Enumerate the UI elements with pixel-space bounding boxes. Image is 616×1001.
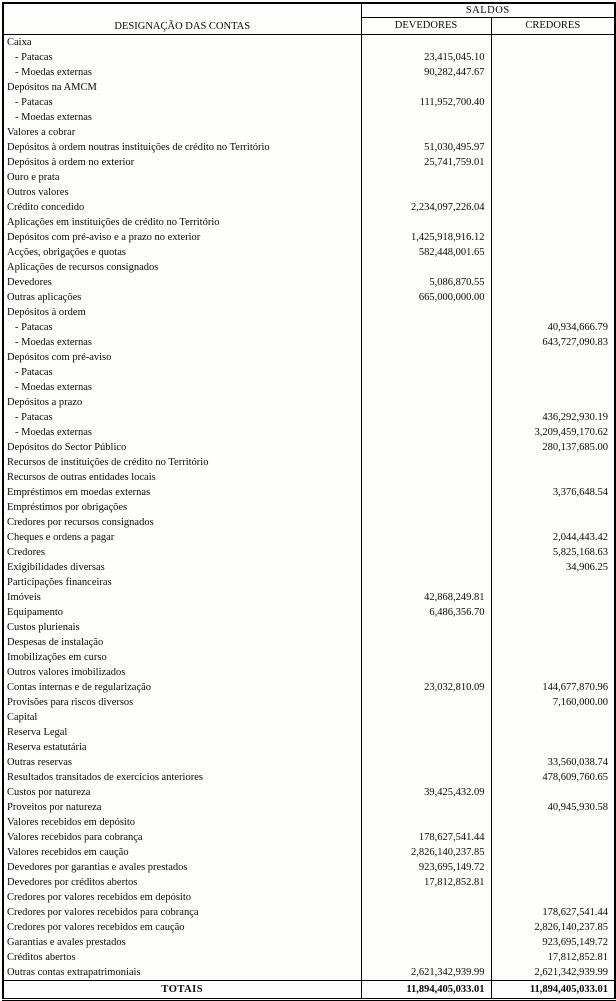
devedores-value-cell: 2,234,097,226.04 [361,200,491,215]
table-row [3,590,615,605]
account-name-cell: Empréstimos por obrigações [7,502,128,513]
account-name-cell: Depósitos com pré-aviso [7,352,112,363]
account-name-cell: Ouro e prata [7,172,60,183]
devedores-value-cell: 5,086,870.55 [361,275,491,290]
credores-value-cell [491,245,615,260]
credores-value-cell: 478,609,760.65 [491,770,615,785]
table-row [3,230,615,245]
account-name-cell: Caixa [7,37,32,48]
table-row [3,350,615,365]
column-header-credores: CREDORES [491,18,615,35]
account-name-cell: Depósitos à ordem [7,307,86,318]
table-row [3,950,615,965]
table-row [3,530,615,545]
table-row [3,635,615,650]
table-row [3,710,615,725]
table-row [3,560,615,575]
credores-value-cell: 2,621,342,939.99 [491,965,615,981]
table-row [3,605,615,620]
table-row [3,320,615,335]
account-name-cell: Provisões para riscos diversos [7,697,134,708]
devedores-value-cell [361,260,491,275]
totals-credores-value: 11,894,405,033.01 [491,981,615,1000]
table-row [3,665,615,680]
account-name-cell: Custos por natureza [7,787,91,798]
devedores-value-cell [361,335,491,350]
credores-value-cell [491,605,615,620]
devedores-value-cell [361,215,491,230]
devedores-value-cell [361,170,491,185]
account-name-cell: - Patacas [15,322,53,333]
credores-value-cell [491,65,615,80]
account-name-cell: Aplicações de recursos consignados [7,262,159,273]
table-row [3,425,615,440]
devedores-value-cell: 90,282,447.67 [361,65,491,80]
devedores-value-cell [361,470,491,485]
credores-value-cell [491,95,615,110]
column-group-header-saldos: SALDOS [361,3,615,18]
credores-value-cell [491,830,615,845]
account-name-cell: - Moedas externas [15,67,92,78]
credores-value-cell [491,230,615,245]
totals-label: TOTAIS [3,981,361,1000]
account-name-cell: Outras contas extrapatrimoniais [7,967,141,978]
table-body [3,35,615,981]
table-row [3,260,615,275]
totals-row [3,981,615,1000]
credores-value-cell [491,725,615,740]
credores-value-cell [491,665,615,680]
credores-value-cell [491,590,615,605]
devedores-value-cell [361,575,491,590]
account-name-cell: Equipamento [7,607,63,618]
devedores-value-cell: 25,741,759.01 [361,155,491,170]
credores-value-cell: 3,209,459,170.62 [491,425,615,440]
account-name-cell: Credores por recursos consignados [7,517,154,528]
account-name-cell: Participações financeiras [7,577,112,588]
table-row [3,110,615,125]
credores-value-cell: 2,826,140,237.85 [491,920,615,935]
account-name-cell: Outras aplicações [7,292,82,303]
credores-value-cell [491,305,615,320]
account-name-cell: Outros valores imobilizados [7,667,126,678]
credores-value-cell [491,785,615,800]
devedores-value-cell [361,80,491,95]
devedores-value-cell [361,185,491,200]
credores-value-cell [491,140,615,155]
table-row [3,500,615,515]
table-row [3,245,615,260]
credores-value-cell: 2,044,443.42 [491,530,615,545]
credores-value-cell [491,845,615,860]
account-name-cell: Resultados transitados de exercícios anteriores [7,772,203,783]
credores-value-cell [491,185,615,200]
account-name-cell: Depósitos com pré-aviso e a prazo no exterior [7,232,201,243]
account-name-cell: Acções, obrigações e quotas [7,247,126,258]
devedores-value-cell: 6,486,356.70 [361,605,491,620]
table-row [3,440,615,455]
account-name-cell: Outros valores [7,187,69,198]
account-name-cell: - Moedas externas [15,427,92,438]
devedores-value-cell [361,620,491,635]
credores-value-cell [491,455,615,470]
devedores-value-cell [361,695,491,710]
devedores-value-cell [361,755,491,770]
devedores-value-cell: 2,826,140,237.85 [361,845,491,860]
credores-value-cell [491,35,615,51]
credores-value-cell [491,350,615,365]
credores-value-cell [491,710,615,725]
credores-value-cell: 3,376,648.54 [491,485,615,500]
credores-value-cell [491,50,615,65]
credores-value-cell: 923,695,149.72 [491,935,615,950]
credores-value-cell [491,740,615,755]
totals-devedores-value: 11,894,405,033.01 [361,981,491,1000]
credores-value-cell [491,380,615,395]
account-name-cell: Reserva estatutária [7,742,87,753]
credores-value-cell [491,260,615,275]
table-row [3,740,615,755]
devedores-value-cell [361,380,491,395]
account-name-cell: Imóveis [7,592,41,603]
account-name-cell: Reserva Legal [7,727,68,738]
table-row [3,755,615,770]
table-row [3,680,615,695]
account-name-cell: - Moedas externas [15,337,92,348]
devedores-value-cell [361,440,491,455]
balance-table [2,2,616,1001]
account-name-cell: Credores por valores recebidos em caução [7,922,185,933]
account-name-cell: Créditos abertos [7,952,76,963]
table-row [3,485,615,500]
devedores-value-cell: 17,812,852.81 [361,875,491,890]
table-row [3,620,615,635]
devedores-value-cell [361,125,491,140]
devedores-value-cell [361,800,491,815]
credores-value-cell [491,575,615,590]
table-row [3,575,615,590]
account-name-cell: - Patacas [15,367,53,378]
devedores-value-cell [361,650,491,665]
table-row [3,95,615,110]
account-name-cell: - Moedas externas [15,382,92,393]
table-row [3,125,615,140]
devedores-value-cell: 582,448,001.65 [361,245,491,260]
table-header [3,3,615,35]
table-row [3,455,615,470]
devedores-value-cell [361,320,491,335]
table-row [3,35,615,51]
devedores-value-cell: 923,695,149.72 [361,860,491,875]
credores-value-cell [491,275,615,290]
credores-value-cell [491,155,615,170]
devedores-value-cell [361,665,491,680]
account-name-cell: Contas internas e de regularização [7,682,152,693]
credores-value-cell: 144,677,870.96 [491,680,615,695]
table-row [3,65,615,80]
account-name-cell: Crédito concedido [7,202,85,213]
account-name-cell: Recursos de outras entidades locais [7,472,156,483]
table-row [3,725,615,740]
account-name-cell: Depósitos na AMCM [7,82,97,93]
devedores-value-cell [361,410,491,425]
credores-value-cell [491,170,615,185]
table-row [3,305,615,320]
account-name-cell: Despesas de instalação [7,637,104,648]
devedores-value-cell [361,365,491,380]
credores-value-cell [491,515,615,530]
devedores-value-cell: 23,032,810.09 [361,680,491,695]
devedores-value-cell [361,500,491,515]
credores-value-cell [491,500,615,515]
table-row [3,215,615,230]
table-row [3,935,615,950]
credores-value-cell [491,125,615,140]
account-name-cell: Cheques e ordens a pagar [7,532,115,543]
account-name-cell: - Patacas [15,412,53,423]
credores-value-cell: 17,812,852.81 [491,950,615,965]
table-row [3,515,615,530]
devedores-value-cell [361,935,491,950]
column-header-designacao: DESIGNAÇÃO DAS CONTAS [3,3,361,35]
credores-value-cell [491,365,615,380]
table-row [3,815,615,830]
credores-value-cell [491,395,615,410]
table-row [3,965,615,981]
table-row [3,920,615,935]
devedores-value-cell [361,815,491,830]
account-name-cell: Depósitos a prazo [7,397,83,408]
credores-value-cell [491,815,615,830]
credores-value-cell: 40,934,666.79 [491,320,615,335]
account-name-cell: Devedores por créditos abertos [7,877,138,888]
devedores-value-cell [361,455,491,470]
account-name-cell: Devedores [7,277,52,288]
table-row [3,80,615,95]
devedores-value-cell [361,485,491,500]
account-name-cell: Valores a cobrar [7,127,76,138]
account-name-cell: Devedores por garantias e avales prestados [7,862,188,873]
account-name-cell: Credores por valores recebidos para cobrança [7,907,199,918]
account-name-cell: - Moedas externas [15,112,92,123]
table-footer [3,981,615,1000]
devedores-value-cell [361,35,491,51]
table-row [3,785,615,800]
credores-value-cell [491,875,615,890]
credores-value-cell: 33,560,038.74 [491,755,615,770]
table-row [3,545,615,560]
table-row [3,380,615,395]
devedores-value-cell [361,920,491,935]
account-name-cell: Imobilizações em curso [7,652,107,663]
devedores-value-cell [361,515,491,530]
credores-value-cell: 178,627,541.44 [491,905,615,920]
devedores-value-cell [361,710,491,725]
table-row [3,395,615,410]
table-row [3,875,615,890]
table-row [3,155,615,170]
devedores-value-cell [361,530,491,545]
credores-value-cell [491,635,615,650]
credores-value-cell [491,620,615,635]
devedores-value-cell: 23,415,045.10 [361,50,491,65]
column-header-devedores: DEVEDORES [361,18,491,35]
table-row [3,770,615,785]
account-name-cell: Recursos de instituições de crédito no Território [7,457,209,468]
table-row [3,335,615,350]
credores-value-cell [491,110,615,125]
account-name-cell: Valores recebidos em depósito [7,817,136,828]
credores-value-cell: 40,945,930.58 [491,800,615,815]
devedores-value-cell [361,560,491,575]
account-name-cell: - Patacas [15,97,53,108]
devedores-value-cell [361,635,491,650]
devedores-value-cell [361,305,491,320]
table-row [3,650,615,665]
table-row [3,845,615,860]
table-row [3,200,615,215]
table-row [3,275,615,290]
account-name-cell: - Patacas [15,52,53,63]
account-name-cell: Valores recebidos para cobrança [7,832,143,843]
credores-value-cell: 436,292,930.19 [491,410,615,425]
credores-value-cell [491,215,615,230]
credores-value-cell [491,860,615,875]
table-row [3,410,615,425]
credores-value-cell: 643,727,090.83 [491,335,615,350]
table-row [3,470,615,485]
table-row [3,170,615,185]
devedores-value-cell [361,890,491,905]
credores-value-cell [491,80,615,95]
account-name-cell: Credores por valores recebidos em depósito [7,892,191,903]
devedores-value-cell: 665,000,000.00 [361,290,491,305]
devedores-value-cell [361,425,491,440]
devedores-value-cell: 1,425,918,916.12 [361,230,491,245]
devedores-value-cell [361,950,491,965]
account-name-cell: Valores recebidos em caução [7,847,129,858]
account-name-cell: Garantias e avales prestados [7,937,126,948]
credores-value-cell [491,200,615,215]
devedores-value-cell [361,545,491,560]
account-name-cell: Proveitos por natureza [7,802,102,813]
table-row [3,860,615,875]
table-row [3,365,615,380]
account-name-cell: Depósitos à ordem noutras instituições de crédito no Território [7,142,270,153]
table-row [3,800,615,815]
devedores-value-cell [361,770,491,785]
credores-value-cell: 7,160,000.00 [491,695,615,710]
account-name-cell: Outras reservas [7,757,73,768]
credores-value-cell [491,890,615,905]
credores-value-cell [491,650,615,665]
table-row [3,140,615,155]
devedores-value-cell [361,110,491,125]
account-name-cell: Aplicações em instituições de crédito no Território [7,217,220,228]
account-name-cell: Exigibilidades diversas [7,562,105,573]
devedores-value-cell [361,350,491,365]
devedores-value-cell [361,725,491,740]
table-row [3,695,615,710]
devedores-value-cell: 42,868,249.81 [361,590,491,605]
account-name-cell: Empréstimos em moedas externas [7,487,151,498]
devedores-value-cell: 178,627,541.44 [361,830,491,845]
account-name-cell: Credores [7,547,45,558]
table-row [3,890,615,905]
table-row [3,905,615,920]
credores-value-cell [491,290,615,305]
devedores-value-cell: 2,621,342,939.99 [361,965,491,981]
table-row [3,830,615,845]
table-row [3,185,615,200]
devedores-value-cell: 39,425,432.09 [361,785,491,800]
account-name-cell: Depósitos à ordem no exterior [7,157,135,168]
devedores-value-cell [361,395,491,410]
account-name-cell: Depósitos do Sector Público [7,442,127,453]
credores-value-cell: 5,825,168.63 [491,545,615,560]
header-row-saldos [3,3,615,18]
credores-value-cell [491,470,615,485]
credores-value-cell: 34,906.25 [491,560,615,575]
credores-value-cell: 280,137,685.00 [491,440,615,455]
table-row [3,50,615,65]
devedores-value-cell: 111,952,700.40 [361,95,491,110]
devedores-value-cell [361,905,491,920]
account-name-cell: Custos plurienais [7,622,80,633]
account-name-cell: Capital [7,712,38,723]
devedores-value-cell: 51,030,495.97 [361,140,491,155]
devedores-value-cell [361,740,491,755]
table-row [3,290,615,305]
